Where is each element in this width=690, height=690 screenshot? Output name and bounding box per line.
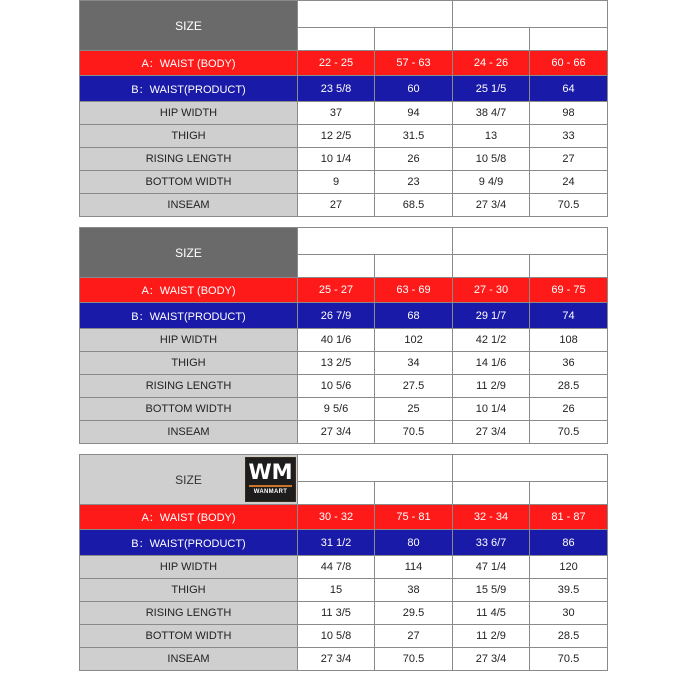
cell: 70.5	[530, 648, 608, 671]
waist-product-row	[80, 76, 608, 102]
cell: 27 - 30	[453, 278, 530, 303]
waist-product-row	[80, 303, 608, 329]
rising-length-row	[80, 148, 608, 171]
cell: 120	[530, 556, 608, 579]
size-label-with-logo	[80, 455, 298, 505]
unit-cm: cm	[375, 255, 453, 278]
waist-body-row	[80, 505, 608, 530]
inseam-row	[80, 194, 608, 217]
cell: 27 3/4	[298, 648, 375, 671]
unit-cm: cm	[530, 28, 608, 51]
cell: 80	[375, 530, 453, 556]
cell: 27	[375, 625, 453, 648]
row-label: THIGH	[80, 352, 298, 375]
cell: 32 - 34	[453, 505, 530, 530]
row-label: A：WAIST (BODY)	[80, 505, 298, 530]
size-name: S	[453, 1, 608, 28]
cell: 9 5/6	[298, 398, 375, 421]
cell: 38	[375, 579, 453, 602]
cell: 10 1/4	[453, 398, 530, 421]
cell: 10 5/8	[453, 148, 530, 171]
row-label: A：WAIST (BODY)	[80, 51, 298, 76]
cell: 42 1/2	[453, 329, 530, 352]
bottom-width-row	[80, 171, 608, 194]
size-chart	[79, 0, 607, 671]
cell: 27 3/4	[453, 421, 530, 444]
wanmart-logo	[245, 457, 296, 502]
unit-cm: cm	[375, 482, 453, 505]
row-label: RISING LENGTH	[80, 602, 298, 625]
row-label: HIP WIDTH	[80, 556, 298, 579]
size-table-xs-s	[79, 0, 608, 217]
cell: 75 - 81	[375, 505, 453, 530]
size-name: M	[298, 228, 453, 255]
unit-inch: inch	[298, 28, 375, 51]
cell: 11 2/9	[453, 375, 530, 398]
cell: 10 5/6	[298, 375, 375, 398]
cell: 63 - 69	[375, 278, 453, 303]
row-label: HIP WIDTH	[80, 329, 298, 352]
cell: 39.5	[530, 579, 608, 602]
row-label: THIGH	[80, 579, 298, 602]
cell: 29.5	[375, 602, 453, 625]
cell: 98	[530, 102, 608, 125]
cell: 27	[530, 148, 608, 171]
cell: 70.5	[530, 421, 608, 444]
logo-monogram: WM	[248, 460, 293, 484]
row-label: B：WAIST(PRODUCT)	[80, 303, 298, 329]
cell: 57 - 63	[375, 51, 453, 76]
size-label: SIZE	[80, 228, 298, 278]
size-header-row	[80, 1, 608, 28]
cell: 15	[298, 579, 375, 602]
row-label: INSEAM	[80, 648, 298, 671]
cell: 9 4/9	[453, 171, 530, 194]
cell: 102	[375, 329, 453, 352]
cell: 28.5	[530, 375, 608, 398]
inseam-row	[80, 421, 608, 444]
unit-cm: cm	[530, 482, 608, 505]
unit-inch: inch	[453, 255, 530, 278]
cell: 27 3/4	[453, 194, 530, 217]
hip-width-row	[80, 102, 608, 125]
size-name: XXL	[453, 455, 608, 482]
cell: 94	[375, 102, 453, 125]
cell: 11 2/9	[453, 625, 530, 648]
bottom-width-row	[80, 625, 608, 648]
row-label: BOTTOM WIDTH	[80, 171, 298, 194]
cell: 26	[530, 398, 608, 421]
cell: 70.5	[375, 648, 453, 671]
cell: 25	[375, 398, 453, 421]
thigh-row	[80, 579, 608, 602]
cell: 24 - 26	[453, 51, 530, 76]
hip-width-row	[80, 329, 608, 352]
thigh-row	[80, 125, 608, 148]
waist-body-row	[80, 278, 608, 303]
row-label: B：WAIST(PRODUCT)	[80, 530, 298, 556]
cell: 30	[530, 602, 608, 625]
cell: 26	[375, 148, 453, 171]
row-label: RISING LENGTH	[80, 148, 298, 171]
size-header-row	[80, 228, 608, 255]
cell: 25 - 27	[298, 278, 375, 303]
size-label: SIZE	[80, 1, 298, 51]
cell: 60 - 66	[530, 51, 608, 76]
cell: 40 1/6	[298, 329, 375, 352]
row-label: INSEAM	[80, 421, 298, 444]
rising-length-row	[80, 602, 608, 625]
cell: 15 5/9	[453, 579, 530, 602]
cell: 37	[298, 102, 375, 125]
row-label: HIP WIDTH	[80, 102, 298, 125]
cell: 31.5	[375, 125, 453, 148]
unit-inch: inch	[453, 28, 530, 51]
cell: 33	[530, 125, 608, 148]
cell: 31 1/2	[298, 530, 375, 556]
row-label: INSEAM	[80, 194, 298, 217]
rising-length-row	[80, 375, 608, 398]
cell: 10 1/4	[298, 148, 375, 171]
unit-cm: cm	[530, 255, 608, 278]
cell: 70.5	[530, 194, 608, 217]
cell: 9	[298, 171, 375, 194]
bottom-width-row	[80, 398, 608, 421]
cell: 44 7/8	[298, 556, 375, 579]
cell: 34	[375, 352, 453, 375]
cell: 23 5/8	[298, 76, 375, 102]
hip-width-row	[80, 556, 608, 579]
unit-inch: inch	[298, 255, 375, 278]
inseam-row	[80, 648, 608, 671]
row-label: THIGH	[80, 125, 298, 148]
cell: 114	[375, 556, 453, 579]
cell: 70.5	[375, 421, 453, 444]
cell: 68.5	[375, 194, 453, 217]
cell: 69 - 75	[530, 278, 608, 303]
cell: 60	[375, 76, 453, 102]
cell: 33 6/7	[453, 530, 530, 556]
cell: 27.5	[375, 375, 453, 398]
unit-inch: inch	[298, 482, 375, 505]
cell: 26 7/9	[298, 303, 375, 329]
cell: 14 1/6	[453, 352, 530, 375]
cell: 11 4/5	[453, 602, 530, 625]
cell: 13	[453, 125, 530, 148]
size-name: L	[453, 228, 608, 255]
cell: 27 3/4	[453, 648, 530, 671]
size-table-xl-xxl	[79, 454, 608, 671]
cell: 25 1/5	[453, 76, 530, 102]
cell: 12 2/5	[298, 125, 375, 148]
cell: 23	[375, 171, 453, 194]
row-label: B：WAIST(PRODUCT)	[80, 76, 298, 102]
cell: 27 3/4	[298, 421, 375, 444]
cell: 10 5/8	[298, 625, 375, 648]
cell: 24	[530, 171, 608, 194]
row-label: A：WAIST (BODY)	[80, 278, 298, 303]
size-name: XL	[298, 455, 453, 482]
cell: 74	[530, 303, 608, 329]
logo-band	[249, 485, 292, 487]
cell: 22 - 25	[298, 51, 375, 76]
cell: 27	[298, 194, 375, 217]
size-table-m-l	[79, 227, 608, 444]
thigh-row	[80, 352, 608, 375]
cell: 86	[530, 530, 608, 556]
cell: 47 1/4	[453, 556, 530, 579]
size-name: XS	[298, 1, 453, 28]
cell: 68	[375, 303, 453, 329]
cell: 28.5	[530, 625, 608, 648]
cell: 38 4/7	[453, 102, 530, 125]
cell: 29 1/7	[453, 303, 530, 329]
unit-inch: inch	[453, 482, 530, 505]
cell: 36	[530, 352, 608, 375]
cell: 30 - 32	[298, 505, 375, 530]
cell: 108	[530, 329, 608, 352]
unit-cm: cm	[375, 28, 453, 51]
row-label: BOTTOM WIDTH	[80, 398, 298, 421]
cell: 13 2/5	[298, 352, 375, 375]
cell: 64	[530, 76, 608, 102]
cell: 11 3/5	[298, 602, 375, 625]
logo-wordmark: WANMART	[253, 489, 288, 495]
cell: 81 - 87	[530, 505, 608, 530]
size-header-row	[80, 455, 608, 482]
row-label: RISING LENGTH	[80, 375, 298, 398]
size-label: SIZE	[175, 472, 202, 487]
waist-body-row	[80, 51, 608, 76]
row-label: BOTTOM WIDTH	[80, 625, 298, 648]
waist-product-row	[80, 530, 608, 556]
